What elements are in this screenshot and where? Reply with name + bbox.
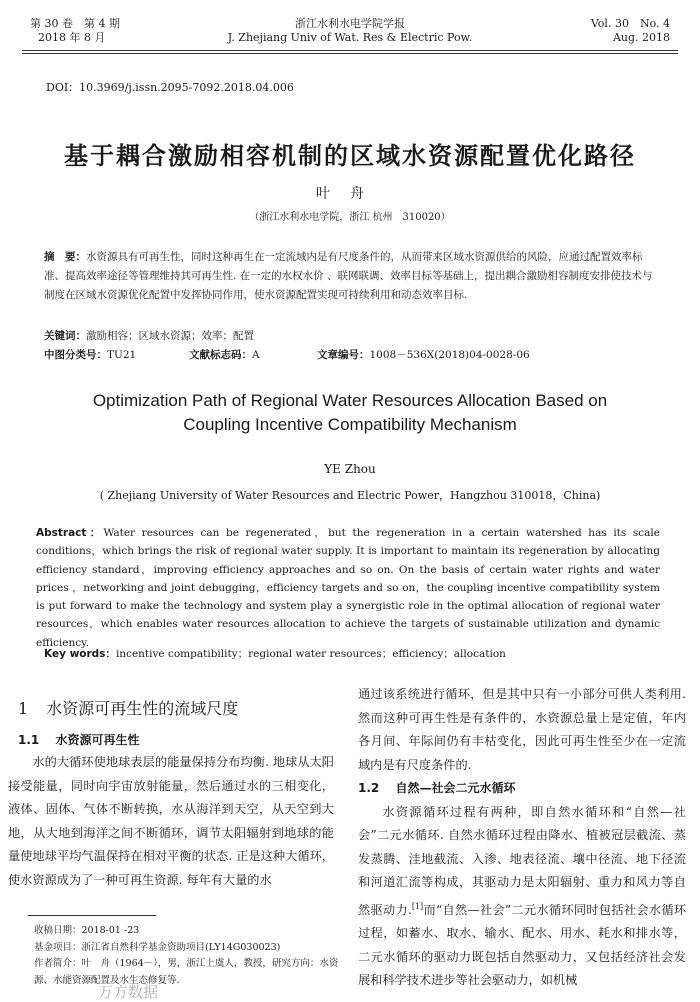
abstract-en-text: Water resources can be regenerated，but the regeneration in a certain watershed has its scale conditions，which brings the risk of regional water supply. It is important to maintain its regeneration by allocating efficiency standard，improving efficiency approaches and so on. On the basis of certain water rights and water prices ，networking and joint debugging，efficiency targets and so on，the coupling incentive compatibility system is put forward to make the technology and system play a synergistic role in the optimal allocation of regional water resources，which enables water resources allocation to achieve the targets of sustainable utilization and dynamic efficiency. [36, 527, 661, 649]
paper-title-cn: 基于耦合激励相容机制的区域水资源配置优化路径 [64, 142, 636, 170]
header-rule [22, 50, 678, 51]
fund-info: 基金项目：浙江省自然科学基金资助项目(LY14G030023) [34, 941, 281, 953]
footnote-rule [28, 915, 156, 916]
affiliation-en: ( Zhejiang University of Water Resources and Electric Power，Hangzhou 310018，China) [99, 489, 601, 502]
subsection-title: 水资源可再生性 [55, 733, 140, 747]
abstract-cn-text: 水资源具有可再生性，同时这种再生在一定流域内是有尺度条件的，从而带来区域水资源供给的风险，应通过配置效率标准、提高效率途径等管理维持其可再生性. 在一定的水权水价 、联网联调、效率目标等基础上，提出耦合激励相容制度安排使技术与制度在区域水资源优化配置中发挥协同作用，使水资源配置实现可持续利用和动态效率目标. [44, 251, 653, 301]
paper-title-en-line1: Optimization Path of Regional Water Resources Allocation Based on [92, 391, 608, 410]
date-en: Aug. 2018 [612, 31, 670, 44]
body-column-left [8, 751, 334, 892]
doc-label: 文献标志码： [189, 349, 252, 361]
article-label: 文章编号： [317, 349, 370, 361]
received-date: 收稿日期：2018-01 -23 [34, 925, 140, 936]
subsection-number: 1.2 [358, 781, 380, 795]
subsection-title: 自然—社会二元水循环 [395, 781, 516, 795]
paper-title-en [40, 389, 660, 437]
clc-label: 中图分类号： [44, 349, 107, 361]
abstract-en-label: Abstract： [36, 527, 104, 539]
section-number: 1 [18, 699, 29, 718]
citation-marker[interactable]: [1] [411, 901, 424, 911]
keywords-en-text: incentive compatibility；regional water resources；efficiency；allocation [115, 648, 506, 660]
journal-volume-issue [30, 17, 150, 45]
paper-title-en-line2: Coupling Incentive Compatibility Mechanism [183, 415, 517, 434]
clc-value: TU21 [107, 349, 137, 361]
journal-name-en: J. Zhejiang Univ of Wat. Res & Electric Pow. [227, 31, 473, 44]
abstract-cn [44, 248, 659, 305]
doi: DOI：10.3969/j.issn.2095-7092.2018.04.006 [46, 81, 294, 94]
author-en: YE Zhou [324, 462, 376, 476]
article-value: 1008－536X(2018)04-0028-06 [369, 349, 530, 361]
body-paragraph [358, 801, 686, 993]
subsection-heading [358, 777, 686, 801]
body-paragraph: 通过该系统进行循环，但是其中只有一小部分可供人类利用. 然而这种可再生性是有条件的，水资源总量上是定值，年内各月间、年际间仍有丰枯变化，因此可再生性至少在一定流域内是有尺度条件的. [358, 687, 686, 772]
body-column-right [358, 683, 686, 993]
section-title: 水资源可再生性的流域尺度 [46, 699, 239, 718]
affiliation-cn: （浙江水利水电学院，浙江 杭州 310020） [249, 212, 451, 223]
keywords-cn-label: 关键词： [44, 330, 86, 342]
keywords-cn [44, 328, 254, 343]
article-number [317, 347, 530, 362]
journal-name-cn: 浙江水利水电学院学报 [295, 17, 405, 30]
journal-name [200, 17, 500, 45]
watermark: 万方数据 [98, 983, 159, 1001]
author-intro: 作者简介：叶 舟（1964－），男，浙江上虞人，教授，研究方向：水资源、水能资源配置及水生态修复等. [34, 958, 339, 986]
section-heading [18, 696, 238, 719]
journal-volume-issue-en [560, 17, 670, 45]
doc-value: A [252, 349, 260, 361]
body-text: 水资源循环过程有两种，即自然水循环和“自然—社会”二元水循环. 自然水循环过程由降水、植被冠层截流、蒸发蒸腾、洼地截流、入渗、地表径流、壤中径流、地下径流和河道汇流等构成，其驱动力是太阳辐射、重力和风力等自然驱动力. [358, 804, 686, 917]
header-rule [22, 53, 678, 54]
date-cn: 2018 年 8 月 [38, 31, 106, 44]
author-cn: 叶舟 [316, 186, 384, 202]
doc-code [189, 347, 260, 362]
keywords-en [44, 646, 506, 661]
abstract-cn-label: 摘 要： [44, 251, 86, 263]
body-text: 而“自然—社会”二元水循环同时包括社会水循环过程，如蓄水、取水、输水、配水、用水、耗水和排水等，二元水循环的驱动力既包括自然驱动力，又包括经济社会发展和科学技术进步等社会驱动力，如机械 [358, 902, 686, 988]
volume-issue-en: Vol. 30 No. 4 [590, 17, 670, 30]
abstract-en [36, 524, 660, 652]
clc-code [44, 347, 136, 362]
body-paragraph: 水的大循环使地球表层的能量保持分布均衡. 地球从太阳接受能量，同时向宇宙放射能量，然后通过水的三相变化，液体、固体、气体不断转换，水从海洋到天空，从天空到大地，从大地到海洋之间不断循环，调节太阳辐射到地球的能量使地球平均气温保持在相对平衡的状态. 正是这种大循环，使水资源成为了一种可再生资源. 每年有大量的水 [8, 755, 334, 887]
keywords-en-label: Key words： [44, 648, 116, 660]
volume-issue-cn: 第 30 卷 第 4 期 [30, 17, 120, 30]
keywords-cn-text: 激励相容；区域水资源；效率；配置 [86, 330, 254, 342]
subsection-heading [18, 731, 139, 748]
subsection-number: 1.1 [18, 733, 40, 747]
footnote [34, 923, 339, 989]
